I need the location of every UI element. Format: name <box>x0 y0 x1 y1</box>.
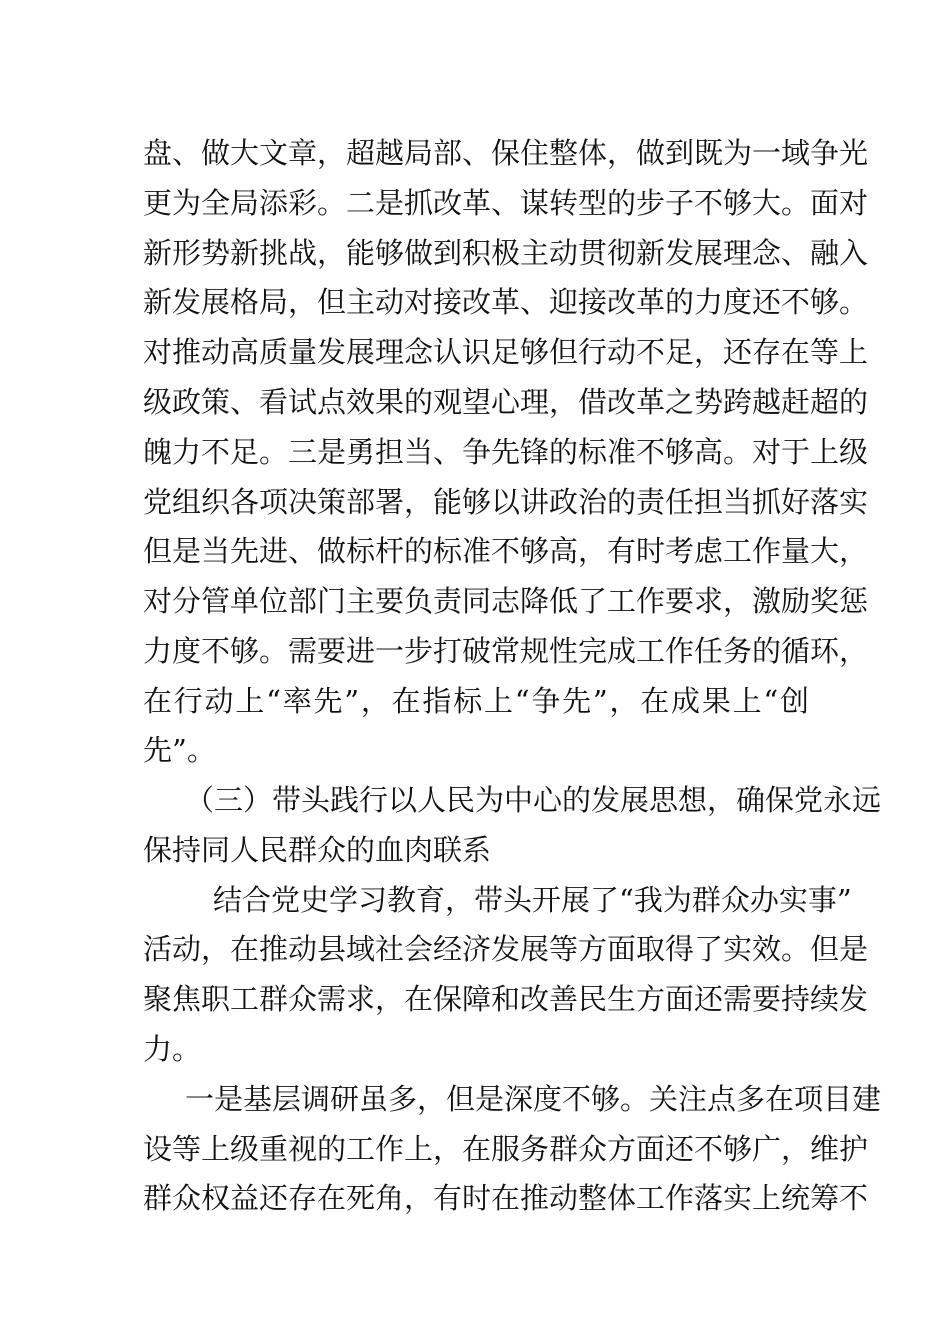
text-line-4: 新发展格局，但主动对接改革、迎接改革的力度还不够。 <box>143 285 869 319</box>
text-line-1: 盘、做大文章，超越局部、保住整体，做到既为一域争光 <box>143 136 869 170</box>
text-line-21: 设等上级重视的工作上，在服务群众方面还不够广，维护 <box>143 1132 869 1166</box>
text-line-22: 群众权益还存在死角，有时在推动整体工作落实上统筹不 <box>143 1181 869 1215</box>
text-line-10: 对分管单位部门主要负责同志降低了工作要求，激励奖惩 <box>143 584 869 618</box>
text-line-11: 力度不够。需要进一步打破常规性完成工作任务的循环， <box>143 634 869 668</box>
text-line-12: 在行动上“率先”，在指标上“争先”，在成果上“创 <box>143 684 809 718</box>
text-line-17: 活动，在推动县域社会经济发展等方面取得了实效。但是 <box>143 932 869 966</box>
text-line-9: 但是当先进、做标杆的标准不够高，有时考虑工作量大， <box>143 534 869 568</box>
text-line-2: 更为全局添彩。二是抓改革、谋转型的步子不够大。面对 <box>143 186 869 220</box>
text-line-20: 一是基层调研虽多，但是深度不够。关注点多在项目建 <box>185 1082 882 1116</box>
text-line-6: 级政策、看试点效果的观望心理，借改革之势跨越赶超的 <box>143 385 869 419</box>
text-line-3: 新形势新挑战，能够做到积极主动贯彻新发展理念、融入 <box>143 236 869 270</box>
text-line-7: 魄力不足。三是勇担当、争先锋的标准不够高。对于上级 <box>143 435 869 469</box>
text-line-16: 结合党史学习教育，带头开展了“我为群众办实事” <box>213 883 852 917</box>
text-line-19: 力。 <box>143 1032 202 1066</box>
section-heading-line-2: 保持同人民群众的血肉联系 <box>143 833 492 867</box>
text-line-8: 党组织各项决策部署，能够以讲政治的责任担当抓好落实 <box>143 485 869 519</box>
text-line-13: 先”。 <box>143 733 216 767</box>
text-line-5: 对推动高质量发展理念认识足够但行动不足，还存在等上 <box>143 335 869 369</box>
text-line-18: 聚焦职工群众需求，在保障和改善民生方面还需要持续发 <box>143 982 869 1016</box>
section-heading-line-1: （三）带头践行以人民为中心的发展思想，确保党永远 <box>185 783 882 817</box>
